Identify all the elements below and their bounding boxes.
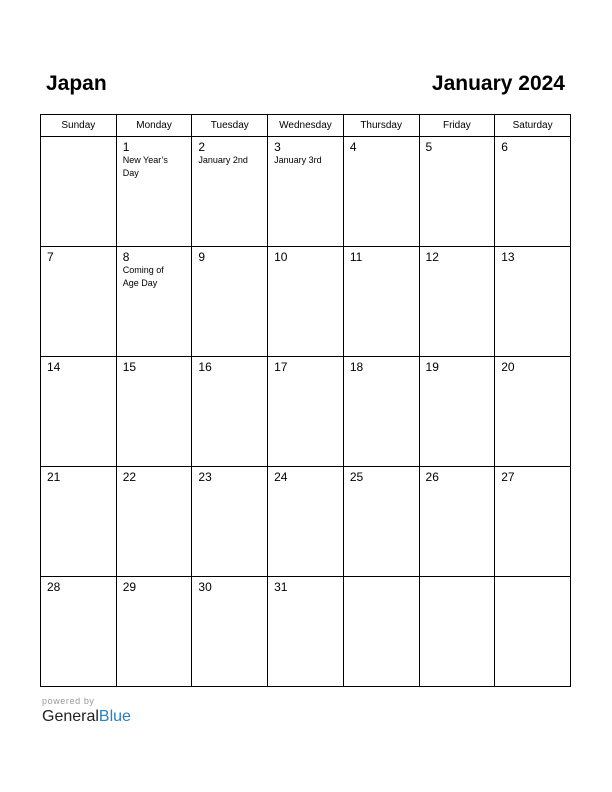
day-cell xyxy=(116,247,192,357)
brand-logo[interactable] xyxy=(42,707,131,727)
day-number: 18 xyxy=(349,360,364,374)
day-number: 27 xyxy=(501,470,515,484)
day-number: 16 xyxy=(198,360,212,374)
weekday-sunday: Sunday xyxy=(41,115,117,137)
day-cell xyxy=(192,467,268,577)
weekday-monday: Monday xyxy=(116,115,192,137)
day-number xyxy=(41,137,116,140)
day-number: 5 xyxy=(425,140,433,154)
day-cell xyxy=(495,467,571,577)
brand-name-part1: General xyxy=(42,708,99,725)
day-cell xyxy=(116,467,192,577)
day-cell xyxy=(495,137,571,247)
day-number: 3 xyxy=(274,140,281,154)
holiday-label: January 3rd xyxy=(274,155,322,165)
day-cell xyxy=(343,467,419,577)
day-number: 2 xyxy=(198,140,206,154)
day-number: 14 xyxy=(47,360,61,374)
day-number xyxy=(495,577,570,580)
brand-name-part2: Blue xyxy=(98,708,131,725)
day-number: 6 xyxy=(501,140,508,154)
day-cell xyxy=(41,577,117,687)
day-cell xyxy=(268,357,344,467)
day-number: 26 xyxy=(425,470,439,484)
day-number: 13 xyxy=(501,250,515,264)
day-number: 30 xyxy=(198,580,212,594)
week-row xyxy=(41,247,571,357)
week-row xyxy=(41,577,571,687)
day-number: 20 xyxy=(501,360,515,374)
day-number: 8 xyxy=(122,250,130,264)
day-number: 23 xyxy=(198,470,212,484)
day-cell xyxy=(268,577,344,687)
day-number: 4 xyxy=(349,140,357,154)
week-row xyxy=(41,467,571,577)
day-cell xyxy=(419,467,495,577)
weekday-saturday: Saturday xyxy=(495,115,571,137)
day-number: 29 xyxy=(122,580,137,594)
day-cell xyxy=(343,247,419,357)
day-cell xyxy=(495,247,571,357)
holiday-label: New Year’s Day xyxy=(122,155,168,178)
day-cell xyxy=(268,247,344,357)
day-cell xyxy=(495,357,571,467)
footer-branding xyxy=(42,696,131,727)
day-cell xyxy=(268,137,344,247)
day-number: 1 xyxy=(122,140,130,154)
calendar-grid xyxy=(40,114,571,687)
holiday-label: January 2nd xyxy=(198,155,248,165)
week-row xyxy=(41,357,571,467)
day-number: 31 xyxy=(274,580,288,594)
day-number xyxy=(420,577,495,580)
day-number xyxy=(344,577,419,580)
weekday-tuesday: Tuesday xyxy=(192,115,268,137)
day-cell xyxy=(419,577,495,687)
month-title: January 2024 xyxy=(431,72,565,95)
day-number: 10 xyxy=(274,250,288,264)
day-cell xyxy=(268,467,344,577)
day-cell xyxy=(343,137,419,247)
day-cell xyxy=(41,467,117,577)
weekday-friday: Friday xyxy=(419,115,495,137)
week-row xyxy=(41,137,571,247)
day-number: 22 xyxy=(122,470,137,484)
day-cell xyxy=(116,357,192,467)
day-cell xyxy=(419,247,495,357)
weekday-thursday: Thursday xyxy=(343,115,419,137)
day-number: 19 xyxy=(425,360,439,374)
day-cell xyxy=(419,137,495,247)
country-title: Japan xyxy=(46,72,107,95)
day-cell xyxy=(116,137,192,247)
powered-by-text: powered by xyxy=(42,696,95,706)
day-cell xyxy=(419,357,495,467)
day-number: 28 xyxy=(47,580,61,594)
day-cell xyxy=(495,577,571,687)
weekday-wednesday: Wednesday xyxy=(268,115,344,137)
day-cell xyxy=(41,137,117,247)
day-number: 12 xyxy=(425,250,439,264)
day-cell xyxy=(41,357,117,467)
day-number: 17 xyxy=(274,360,288,374)
day-number: 21 xyxy=(47,470,61,484)
day-cell xyxy=(343,577,419,687)
day-number: 15 xyxy=(122,360,137,374)
holiday-label: Coming of Age Day xyxy=(122,265,164,288)
day-number: 9 xyxy=(198,250,206,264)
day-cell xyxy=(343,357,419,467)
day-number: 25 xyxy=(349,470,364,484)
day-cell xyxy=(192,247,268,357)
day-number: 24 xyxy=(274,470,288,484)
weekday-header-row xyxy=(41,115,571,137)
day-cell xyxy=(192,577,268,687)
day-number: 7 xyxy=(47,250,54,264)
day-number: 11 xyxy=(349,250,363,264)
day-cell xyxy=(116,577,192,687)
day-cell xyxy=(41,247,117,357)
day-cell xyxy=(192,357,268,467)
day-cell xyxy=(192,137,268,247)
